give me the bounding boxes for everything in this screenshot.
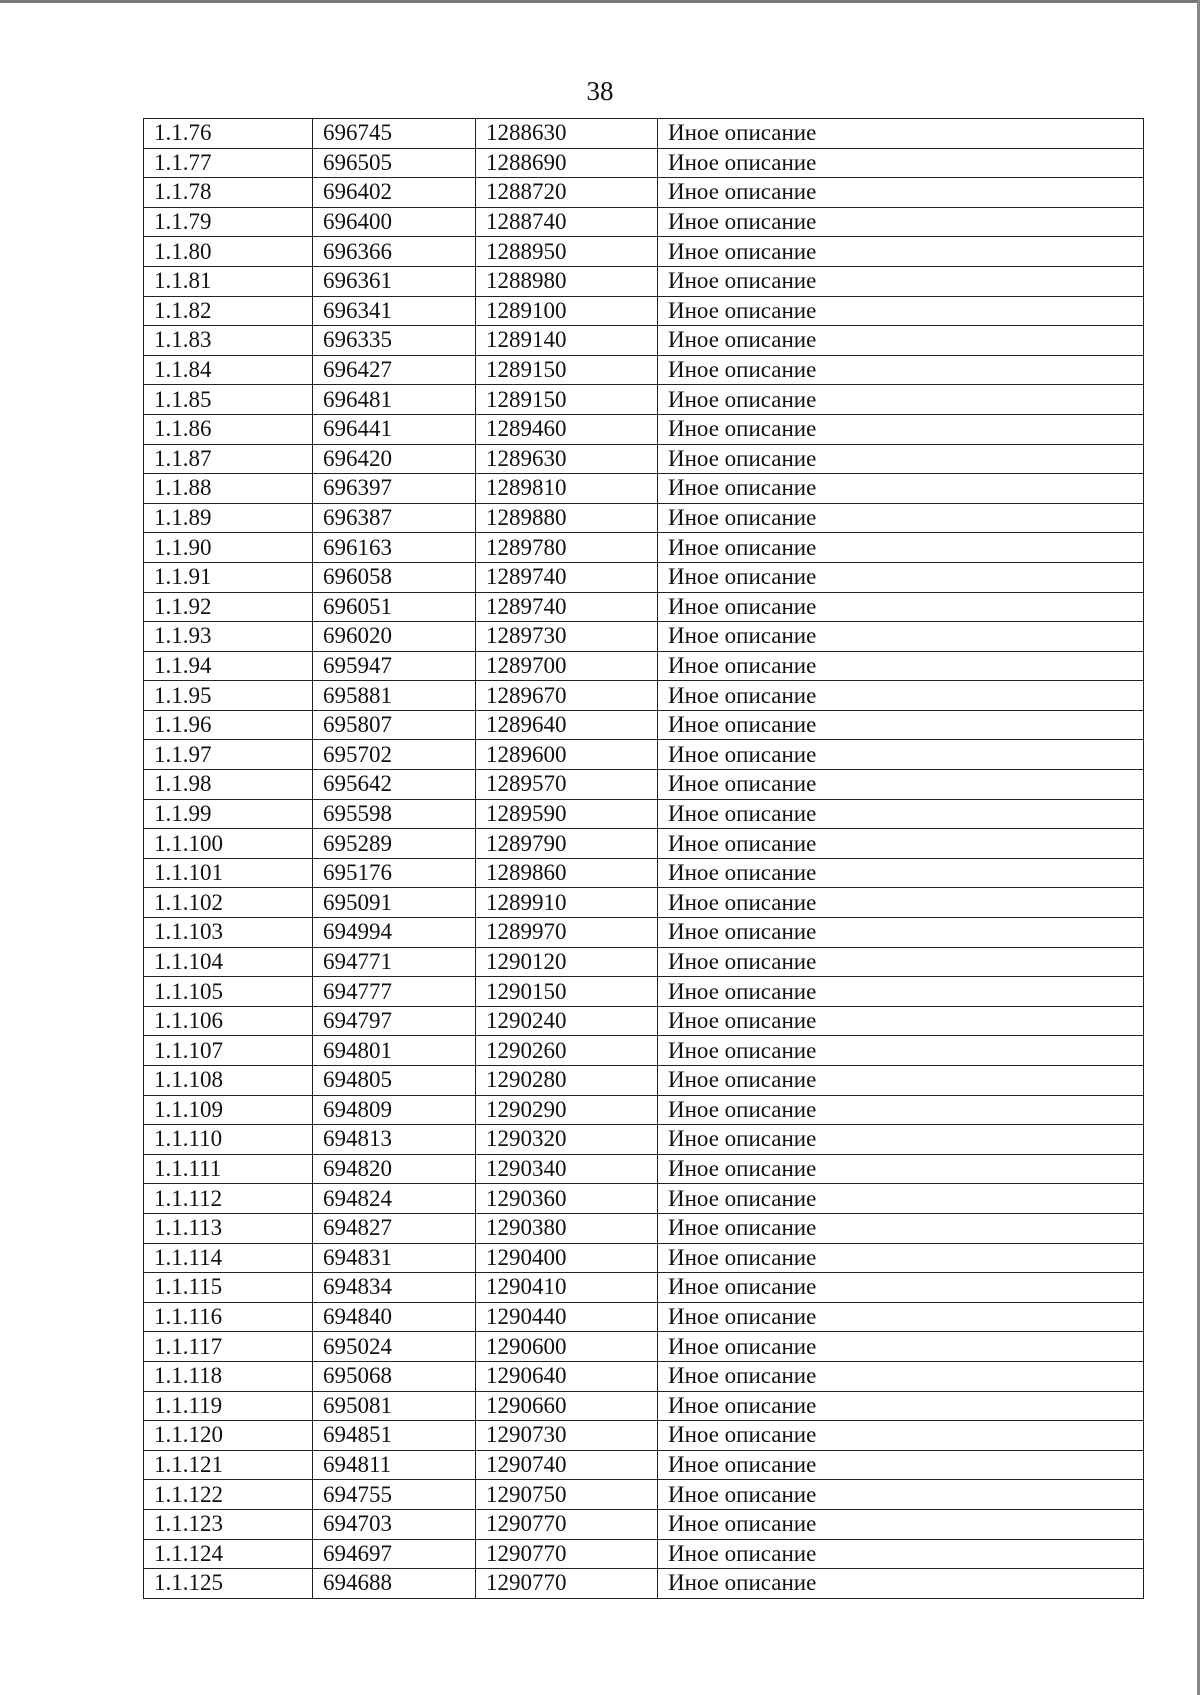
table-row: [144, 592, 1144, 622]
x-coordinate-cell: 695642: [313, 770, 476, 800]
point-number-cell: 1.1.79: [144, 207, 313, 237]
x-coordinate-cell: 694688: [313, 1569, 476, 1599]
point-number-cell: 1.1.83: [144, 326, 313, 356]
point-number-cell: 1.1.108: [144, 1066, 313, 1096]
y-coordinate-cell: 1288630: [476, 119, 658, 149]
description-cell: Иное описание: [658, 1361, 1144, 1391]
table-row: [144, 1213, 1144, 1243]
point-number-cell: 1.1.95: [144, 681, 313, 711]
x-coordinate-cell: 694697: [313, 1539, 476, 1569]
table-row: [144, 178, 1144, 208]
x-coordinate-cell: 695068: [313, 1361, 476, 1391]
x-coordinate-cell: 695289: [313, 829, 476, 859]
table-row: [144, 444, 1144, 474]
description-cell: Иное описание: [658, 178, 1144, 208]
x-coordinate-cell: 694797: [313, 1006, 476, 1036]
x-coordinate-cell: 696387: [313, 503, 476, 533]
x-coordinate-cell: 695091: [313, 888, 476, 918]
y-coordinate-cell: 1289860: [476, 858, 658, 888]
table-row: [144, 1509, 1144, 1539]
table-row: [144, 237, 1144, 267]
description-cell: Иное описание: [658, 444, 1144, 474]
y-coordinate-cell: 1288950: [476, 237, 658, 267]
table-row: [144, 326, 1144, 356]
x-coordinate-cell: 694831: [313, 1243, 476, 1273]
table-row: [144, 503, 1144, 533]
x-coordinate-cell: 694820: [313, 1154, 476, 1184]
description-cell: Иное описание: [658, 1509, 1144, 1539]
y-coordinate-cell: 1289730: [476, 622, 658, 652]
description-cell: Иное описание: [658, 592, 1144, 622]
point-number-cell: 1.1.119: [144, 1391, 313, 1421]
table-row: [144, 1569, 1144, 1599]
description-cell: Иное описание: [658, 296, 1144, 326]
y-coordinate-cell: 1290380: [476, 1213, 658, 1243]
x-coordinate-cell: 696400: [313, 207, 476, 237]
point-number-cell: 1.1.81: [144, 266, 313, 296]
y-coordinate-cell: 1289640: [476, 710, 658, 740]
x-coordinate-cell: 696441: [313, 414, 476, 444]
point-number-cell: 1.1.124: [144, 1539, 313, 1569]
y-coordinate-cell: 1289910: [476, 888, 658, 918]
table-row: [144, 681, 1144, 711]
description-cell: Иное описание: [658, 533, 1144, 563]
description-cell: Иное описание: [658, 1539, 1144, 1569]
y-coordinate-cell: 1290640: [476, 1361, 658, 1391]
point-number-cell: 1.1.120: [144, 1421, 313, 1451]
table-row: [144, 562, 1144, 592]
x-coordinate-cell: 694777: [313, 977, 476, 1007]
x-coordinate-cell: 696745: [313, 119, 476, 149]
y-coordinate-cell: 1290260: [476, 1036, 658, 1066]
point-number-cell: 1.1.122: [144, 1480, 313, 1510]
x-coordinate-cell: 695807: [313, 710, 476, 740]
point-number-cell: 1.1.96: [144, 710, 313, 740]
x-coordinate-cell: 694771: [313, 947, 476, 977]
table-row: [144, 829, 1144, 859]
description-cell: Иное описание: [658, 237, 1144, 267]
point-number-cell: 1.1.98: [144, 770, 313, 800]
point-number-cell: 1.1.82: [144, 296, 313, 326]
point-number-cell: 1.1.115: [144, 1273, 313, 1303]
x-coordinate-cell: 696335: [313, 326, 476, 356]
description-cell: Иное описание: [658, 119, 1144, 149]
table-row: [144, 1154, 1144, 1184]
x-coordinate-cell: 696397: [313, 474, 476, 504]
y-coordinate-cell: 1289790: [476, 829, 658, 859]
y-coordinate-cell: 1289140: [476, 326, 658, 356]
description-cell: Иное описание: [658, 977, 1144, 1007]
table-row: [144, 888, 1144, 918]
x-coordinate-cell: 694834: [313, 1273, 476, 1303]
table-row: [144, 1450, 1144, 1480]
description-cell: Иное описание: [658, 1391, 1144, 1421]
y-coordinate-cell: 1289670: [476, 681, 658, 711]
point-number-cell: 1.1.125: [144, 1569, 313, 1599]
description-cell: Иное описание: [658, 148, 1144, 178]
coordinates-table-body: [144, 119, 1144, 1599]
description-cell: Иное описание: [658, 385, 1144, 415]
point-number-cell: 1.1.117: [144, 1332, 313, 1362]
point-number-cell: 1.1.76: [144, 119, 313, 149]
point-number-cell: 1.1.103: [144, 918, 313, 948]
point-number-cell: 1.1.86: [144, 414, 313, 444]
description-cell: Иное описание: [658, 858, 1144, 888]
description-cell: Иное описание: [658, 1421, 1144, 1451]
x-coordinate-cell: 694801: [313, 1036, 476, 1066]
y-coordinate-cell: 1290440: [476, 1302, 658, 1332]
x-coordinate-cell: 696481: [313, 385, 476, 415]
point-number-cell: 1.1.89: [144, 503, 313, 533]
table-row: [144, 385, 1144, 415]
point-number-cell: 1.1.112: [144, 1184, 313, 1214]
description-cell: Иное описание: [658, 1569, 1144, 1599]
y-coordinate-cell: 1289970: [476, 918, 658, 948]
table-row: [144, 1006, 1144, 1036]
description-cell: Иное описание: [658, 562, 1144, 592]
x-coordinate-cell: 694809: [313, 1095, 476, 1125]
description-cell: Иное описание: [658, 474, 1144, 504]
point-number-cell: 1.1.90: [144, 533, 313, 563]
table-row: [144, 1361, 1144, 1391]
x-coordinate-cell: 694703: [313, 1509, 476, 1539]
x-coordinate-cell: 694994: [313, 918, 476, 948]
x-coordinate-cell: 694813: [313, 1125, 476, 1155]
point-number-cell: 1.1.116: [144, 1302, 313, 1332]
page-number: 38: [586, 76, 614, 106]
table-row: [144, 770, 1144, 800]
point-number-cell: 1.1.78: [144, 178, 313, 208]
description-cell: Иное описание: [658, 355, 1144, 385]
description-cell: Иное описание: [658, 1036, 1144, 1066]
y-coordinate-cell: 1290750: [476, 1480, 658, 1510]
y-coordinate-cell: 1289150: [476, 385, 658, 415]
description-cell: Иное описание: [658, 947, 1144, 977]
point-number-cell: 1.1.80: [144, 237, 313, 267]
x-coordinate-cell: 695024: [313, 1332, 476, 1362]
point-number-cell: 1.1.99: [144, 799, 313, 829]
point-number-cell: 1.1.118: [144, 1361, 313, 1391]
x-coordinate-cell: 694827: [313, 1213, 476, 1243]
point-number-cell: 1.1.106: [144, 1006, 313, 1036]
y-coordinate-cell: 1290770: [476, 1509, 658, 1539]
table-row: [144, 1243, 1144, 1273]
point-number-cell: 1.1.88: [144, 474, 313, 504]
description-cell: Иное описание: [658, 414, 1144, 444]
y-coordinate-cell: 1290740: [476, 1450, 658, 1480]
description-cell: Иное описание: [658, 266, 1144, 296]
table-row: [144, 1273, 1144, 1303]
description-cell: Иное описание: [658, 1213, 1144, 1243]
point-number-cell: 1.1.93: [144, 622, 313, 652]
y-coordinate-cell: 1290400: [476, 1243, 658, 1273]
table-row: [144, 1095, 1144, 1125]
table-row: [144, 207, 1144, 237]
description-cell: Иное описание: [658, 888, 1144, 918]
table-row: [144, 474, 1144, 504]
point-number-cell: 1.1.100: [144, 829, 313, 859]
x-coordinate-cell: 696402: [313, 178, 476, 208]
y-coordinate-cell: 1288690: [476, 148, 658, 178]
description-cell: Иное описание: [658, 1184, 1144, 1214]
point-number-cell: 1.1.94: [144, 651, 313, 681]
description-cell: Иное описание: [658, 503, 1144, 533]
table-row: [144, 266, 1144, 296]
point-number-cell: 1.1.110: [144, 1125, 313, 1155]
table-row: [144, 1480, 1144, 1510]
y-coordinate-cell: 1290340: [476, 1154, 658, 1184]
table-row: [144, 1391, 1144, 1421]
y-coordinate-cell: 1290770: [476, 1539, 658, 1569]
point-number-cell: 1.1.113: [144, 1213, 313, 1243]
y-coordinate-cell: 1289780: [476, 533, 658, 563]
coordinates-table: [143, 118, 1144, 1599]
y-coordinate-cell: 1290240: [476, 1006, 658, 1036]
table-row: [144, 710, 1144, 740]
description-cell: Иное описание: [658, 1302, 1144, 1332]
point-number-cell: 1.1.104: [144, 947, 313, 977]
x-coordinate-cell: 696366: [313, 237, 476, 267]
description-cell: Иное описание: [658, 651, 1144, 681]
description-cell: Иное описание: [658, 681, 1144, 711]
x-coordinate-cell: 694811: [313, 1450, 476, 1480]
y-coordinate-cell: 1289570: [476, 770, 658, 800]
description-cell: Иное описание: [658, 1066, 1144, 1096]
description-cell: Иное описание: [658, 770, 1144, 800]
x-coordinate-cell: 696020: [313, 622, 476, 652]
point-number-cell: 1.1.91: [144, 562, 313, 592]
x-coordinate-cell: 695176: [313, 858, 476, 888]
point-number-cell: 1.1.97: [144, 740, 313, 770]
y-coordinate-cell: 1290150: [476, 977, 658, 1007]
y-coordinate-cell: 1290280: [476, 1066, 658, 1096]
point-number-cell: 1.1.77: [144, 148, 313, 178]
table-row: [144, 740, 1144, 770]
x-coordinate-cell: 696058: [313, 562, 476, 592]
y-coordinate-cell: 1290660: [476, 1391, 658, 1421]
x-coordinate-cell: 695598: [313, 799, 476, 829]
y-coordinate-cell: 1290730: [476, 1421, 658, 1451]
y-coordinate-cell: 1289700: [476, 651, 658, 681]
description-cell: Иное описание: [658, 1480, 1144, 1510]
table-row: [144, 799, 1144, 829]
point-number-cell: 1.1.85: [144, 385, 313, 415]
point-number-cell: 1.1.105: [144, 977, 313, 1007]
description-cell: Иное описание: [658, 918, 1144, 948]
y-coordinate-cell: 1288740: [476, 207, 658, 237]
table-row: [144, 1125, 1144, 1155]
description-cell: Иное описание: [658, 1243, 1144, 1273]
table-row: [144, 1302, 1144, 1332]
x-coordinate-cell: 696163: [313, 533, 476, 563]
y-coordinate-cell: 1290290: [476, 1095, 658, 1125]
point-number-cell: 1.1.102: [144, 888, 313, 918]
point-number-cell: 1.1.121: [144, 1450, 313, 1480]
description-cell: Иное описание: [658, 1095, 1144, 1125]
y-coordinate-cell: 1290320: [476, 1125, 658, 1155]
table-row: [144, 918, 1144, 948]
y-coordinate-cell: 1290120: [476, 947, 658, 977]
x-coordinate-cell: 695081: [313, 1391, 476, 1421]
table-row: [144, 148, 1144, 178]
table-row: [144, 947, 1144, 977]
description-cell: Иное описание: [658, 1006, 1144, 1036]
table-row: [144, 533, 1144, 563]
point-number-cell: 1.1.84: [144, 355, 313, 385]
x-coordinate-cell: 694840: [313, 1302, 476, 1332]
description-cell: Иное описание: [658, 710, 1144, 740]
table-row: [144, 1184, 1144, 1214]
x-coordinate-cell: 695881: [313, 681, 476, 711]
point-number-cell: 1.1.101: [144, 858, 313, 888]
table-row: [144, 622, 1144, 652]
table-row: [144, 651, 1144, 681]
y-coordinate-cell: 1290600: [476, 1332, 658, 1362]
point-number-cell: 1.1.111: [144, 1154, 313, 1184]
x-coordinate-cell: 694805: [313, 1066, 476, 1096]
x-coordinate-cell: 696361: [313, 266, 476, 296]
y-coordinate-cell: 1289600: [476, 740, 658, 770]
point-number-cell: 1.1.114: [144, 1243, 313, 1273]
y-coordinate-cell: 1289810: [476, 474, 658, 504]
point-number-cell: 1.1.87: [144, 444, 313, 474]
point-number-cell: 1.1.123: [144, 1509, 313, 1539]
description-cell: Иное описание: [658, 1332, 1144, 1362]
y-coordinate-cell: 1288980: [476, 266, 658, 296]
table-row: [144, 1066, 1144, 1096]
table-row: [144, 977, 1144, 1007]
point-number-cell: 1.1.92: [144, 592, 313, 622]
description-cell: Иное описание: [658, 207, 1144, 237]
description-cell: Иное описание: [658, 1273, 1144, 1303]
table-row: [144, 414, 1144, 444]
x-coordinate-cell: 695702: [313, 740, 476, 770]
point-number-cell: 1.1.109: [144, 1095, 313, 1125]
table-row: [144, 296, 1144, 326]
x-coordinate-cell: 696051: [313, 592, 476, 622]
table-row: [144, 1332, 1144, 1362]
y-coordinate-cell: 1289740: [476, 592, 658, 622]
y-coordinate-cell: 1288720: [476, 178, 658, 208]
table-row: [144, 355, 1144, 385]
y-coordinate-cell: 1289590: [476, 799, 658, 829]
description-cell: Иное описание: [658, 622, 1144, 652]
description-cell: Иное описание: [658, 799, 1144, 829]
y-coordinate-cell: 1290770: [476, 1569, 658, 1599]
table-row: [144, 1539, 1144, 1569]
description-cell: Иное описание: [658, 1154, 1144, 1184]
y-coordinate-cell: 1289100: [476, 296, 658, 326]
y-coordinate-cell: 1289460: [476, 414, 658, 444]
description-cell: Иное описание: [658, 829, 1144, 859]
description-cell: Иное описание: [658, 740, 1144, 770]
description-cell: Иное описание: [658, 1450, 1144, 1480]
x-coordinate-cell: 696427: [313, 355, 476, 385]
table-row: [144, 858, 1144, 888]
y-coordinate-cell: 1290410: [476, 1273, 658, 1303]
x-coordinate-cell: 696341: [313, 296, 476, 326]
description-cell: Иное описание: [658, 326, 1144, 356]
y-coordinate-cell: 1289880: [476, 503, 658, 533]
description-cell: Иное описание: [658, 1125, 1144, 1155]
y-coordinate-cell: 1290360: [476, 1184, 658, 1214]
x-coordinate-cell: 694851: [313, 1421, 476, 1451]
y-coordinate-cell: 1289150: [476, 355, 658, 385]
table-row: [144, 1036, 1144, 1066]
x-coordinate-cell: 694824: [313, 1184, 476, 1214]
point-number-cell: 1.1.107: [144, 1036, 313, 1066]
x-coordinate-cell: 696420: [313, 444, 476, 474]
y-coordinate-cell: 1289630: [476, 444, 658, 474]
x-coordinate-cell: 695947: [313, 651, 476, 681]
y-coordinate-cell: 1289740: [476, 562, 658, 592]
page-top-edge: [0, 0, 1200, 3]
table-row: [144, 1421, 1144, 1451]
table-row: [144, 119, 1144, 149]
x-coordinate-cell: 696505: [313, 148, 476, 178]
x-coordinate-cell: 694755: [313, 1480, 476, 1510]
